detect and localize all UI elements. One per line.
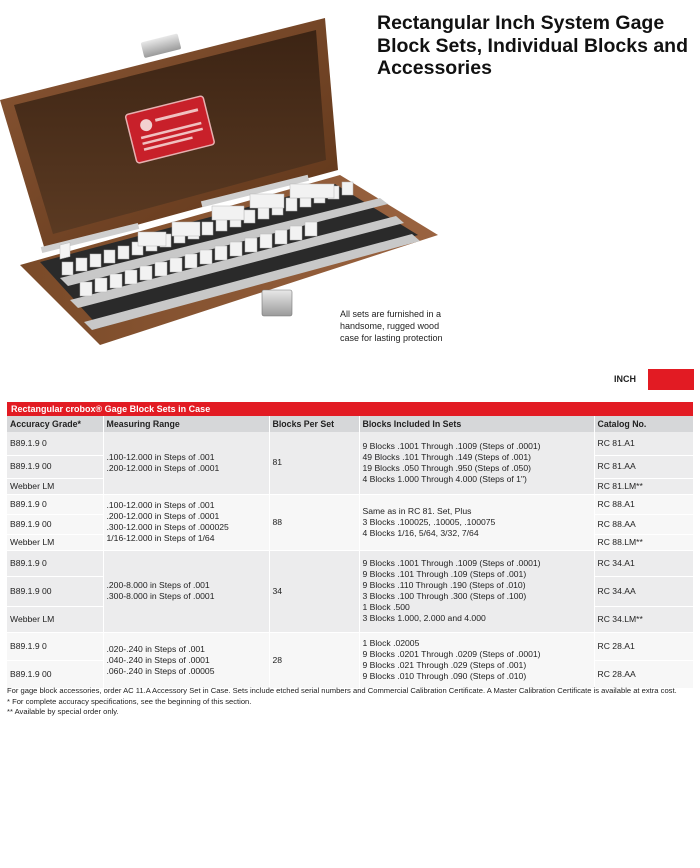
col-header-blocks-included: Blocks Included In Sets xyxy=(359,416,594,432)
accuracy-grade: B89.1.9 0 xyxy=(7,632,103,660)
footnote-special-order: ** Available by special order only. xyxy=(7,707,119,716)
col-header-accuracy: Accuracy Grade* xyxy=(7,416,103,432)
catalog-number: RC 34.AA xyxy=(594,576,693,606)
table-row xyxy=(7,550,693,576)
footnote-accessories: For gage block accessories, order AC 11.A Accessory Set in Case. Sets include etched serial numbers and Commercial Calibration Certificate. A Master Calibration Certificate is available at extra cost. xyxy=(7,686,677,695)
measuring-range: .100-12.000 in Steps of .001 .200-12.000 in Steps of .0001 .300-12.000 in Steps of .000025 1/16-12.000 in Steps of 1/64 xyxy=(103,494,269,550)
catalog-number: RC 88.A1 xyxy=(594,494,693,514)
col-header-catalog: Catalog No. xyxy=(594,416,693,432)
blocks-included: 1 Block .02005 9 Blocks .0201 Through .0209 (Steps of .0001) 9 Blocks .021 Through .029 (Steps of .001) 9 Blocks .010 Through .090 (Steps of .010) xyxy=(359,632,594,688)
measuring-range: .200-8.000 in Steps of .001 .300-8.000 in Steps of .0001 xyxy=(103,550,269,632)
page-title: Rectangular Inch System Gage Block Sets, Individual Blocks and Accessories xyxy=(377,12,689,79)
table-row xyxy=(7,494,693,514)
accuracy-grade: B89.1.9 0 xyxy=(7,550,103,576)
lid-clasp xyxy=(141,33,182,58)
blocks-per-set: 81 xyxy=(269,432,359,494)
blocks-per-set: 34 xyxy=(269,550,359,632)
table-caption: Rectangular crobox® Gage Block Sets in Case xyxy=(7,402,693,416)
blocks-per-set: 28 xyxy=(269,632,359,688)
unit-label: INCH xyxy=(614,374,636,384)
table-header-row xyxy=(7,416,693,432)
blocks-included: 9 Blocks .1001 Through .1009 (Steps of .0001) 49 Blocks .101 Through .149 (Steps of .001) 19 Blocks .050 Through .950 (Steps of .050) 4 Blocks 1.000 Through 4.000 (Steps of 1") xyxy=(359,432,594,494)
unit-color-swatch xyxy=(648,369,694,390)
front-latch xyxy=(262,290,292,316)
blocks-per-set: 88 xyxy=(269,494,359,550)
gage-block-sets-table xyxy=(7,402,694,689)
accuracy-grade: B89.1.9 00 xyxy=(7,576,103,606)
catalog-number: RC 28.A1 xyxy=(594,632,693,660)
accuracy-grade: B89.1.9 00 xyxy=(7,660,103,688)
catalog-number: RC 34.LM** xyxy=(594,606,693,632)
table-row xyxy=(7,432,693,455)
gage-blocks-row-1 xyxy=(60,243,70,259)
accuracy-grade: B89.1.9 0 xyxy=(7,494,103,514)
footnotes xyxy=(7,686,693,718)
accuracy-grade: B89.1.9 00 xyxy=(7,455,103,478)
catalog-number: RC 81.LM** xyxy=(594,478,693,494)
table-row xyxy=(7,632,693,660)
photo-caption: All sets are furnished in a handsome, rugged wood case for lasting protection xyxy=(340,309,443,343)
col-header-blocks-per-set: Blocks Per Set xyxy=(269,416,359,432)
catalog-number: RC 81.AA xyxy=(594,455,693,478)
blocks-included: Same as in RC 81. Set, Plus 3 Blocks .100025, .10005, .100075 4 Blocks 1/16, 5/64, 3/32, 7/64 xyxy=(359,494,594,550)
catalog-number: RC 34.A1 xyxy=(594,550,693,576)
catalog-number: RC 28.AA xyxy=(594,660,693,688)
catalog-number: RC 88.AA xyxy=(594,514,693,534)
accuracy-grade: Webber LM xyxy=(7,606,103,632)
blocks-included: 9 Blocks .1001 Through .1009 (Steps of .0001) 9 Blocks .101 Through .109 (Steps of .001) 9 Blocks .110 Through .190 (Steps of .010) 3 Blocks .100 Through .300 (Steps of .100) 1 Block .500 3 Blocks 1.000, 2.000 and 4.000 xyxy=(359,550,594,632)
footnote-accuracy: * For complete accuracy specifications, see the beginning of this section. xyxy=(7,696,252,706)
col-header-range: Measuring Range xyxy=(103,416,269,432)
measuring-range: .020-.240 in Steps of .001 .040-.240 in Steps of .0001 .060-.240 in Steps of .00005 xyxy=(103,632,269,688)
unit-indicator xyxy=(614,368,694,390)
accuracy-grade: Webber LM xyxy=(7,534,103,550)
catalog-number: RC 88.LM** xyxy=(594,534,693,550)
table-caption-row xyxy=(7,402,693,416)
accuracy-grade: Webber LM xyxy=(7,478,103,494)
measuring-range: .100-12.000 in Steps of .001 .200-12.000 in Steps of .0001 xyxy=(103,432,269,494)
accuracy-grade: B89.1.9 0 xyxy=(7,432,103,455)
accuracy-grade: B89.1.9 00 xyxy=(7,514,103,534)
catalog-number: RC 81.A1 xyxy=(594,432,693,455)
